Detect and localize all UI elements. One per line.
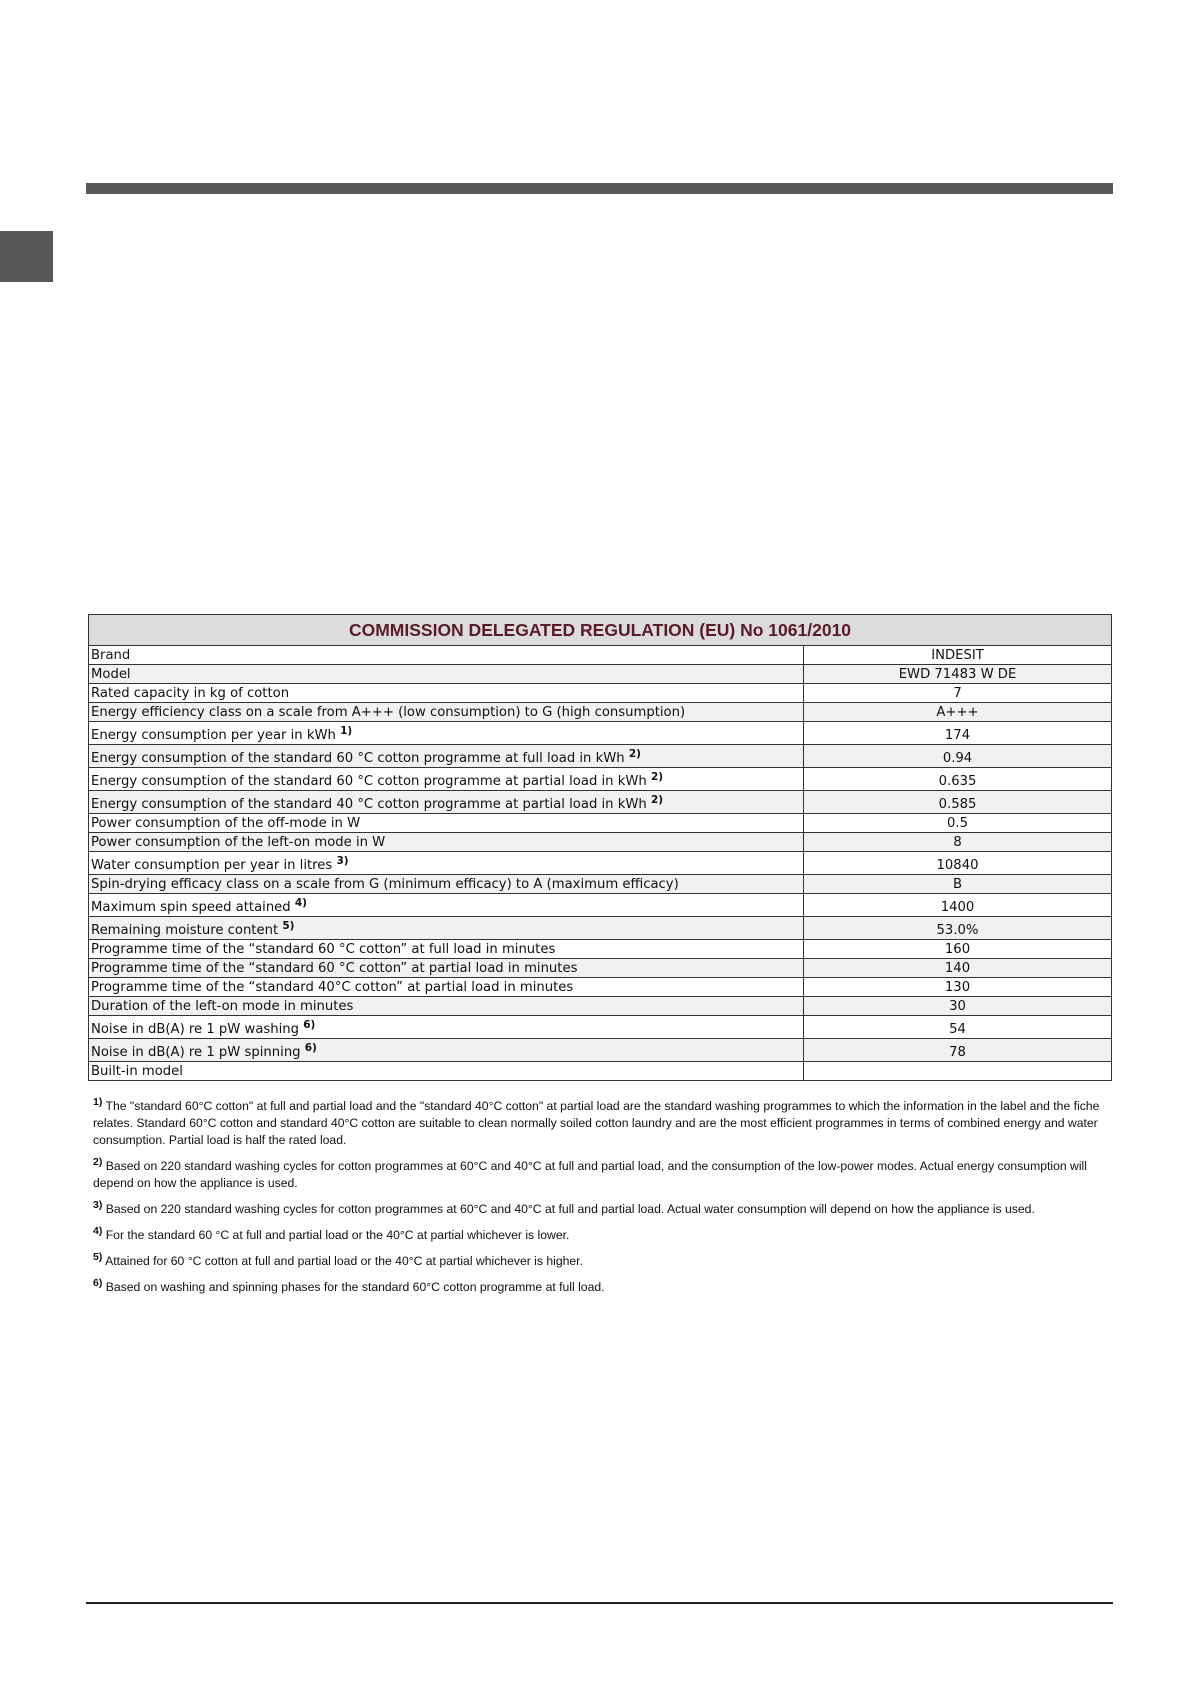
- row-label-text: Energy consumption of the standard 60 °C cotton programme at full load in kWh: [91, 751, 625, 766]
- row-label: [89, 997, 804, 1016]
- footnote-marker: 3): [93, 1199, 103, 1211]
- table-row: [89, 791, 1112, 814]
- table-row: [89, 875, 1112, 894]
- table-row: [89, 917, 1112, 940]
- row-label-text: Model: [91, 667, 131, 682]
- row-value: 0.585: [804, 791, 1112, 814]
- footnote-text: Based on 220 standard washing cycles for cotton programmes at 60°C and 40°C at full and partial load, and the consumption of the low-power modes. Actual energy consumption will depend on how the appliance is used.: [93, 1159, 1087, 1190]
- footnote-marker: 2): [93, 1156, 103, 1168]
- row-label: [89, 768, 804, 791]
- row-label: [89, 646, 804, 665]
- table-row: [89, 997, 1112, 1016]
- table-row: [89, 703, 1112, 722]
- table-row: [89, 940, 1112, 959]
- footnote-text: Based on washing and spinning phases for the standard 60°C cotton programme at full load.: [105, 1280, 605, 1294]
- table-row: [89, 852, 1112, 875]
- row-label: [89, 852, 804, 875]
- footnote-marker: 1): [93, 1096, 103, 1108]
- table-row: [89, 1016, 1112, 1039]
- footnote-text: Based on 220 standard washing cycles for cotton programmes at 60°C and 40°C at full and partial load. Actual water consumption will depend on how the appliance is used.: [105, 1202, 1035, 1216]
- row-value: 7: [804, 684, 1112, 703]
- row-label-text: Noise in dB(A) re 1 pW washing: [91, 1022, 300, 1037]
- side-tab-marker: [0, 231, 53, 282]
- table-row: [89, 646, 1112, 665]
- table-row: [89, 722, 1112, 745]
- row-label: [89, 791, 804, 814]
- footnote-ref: 2): [650, 771, 664, 783]
- row-value: 0.635: [804, 768, 1112, 791]
- table-row: [89, 833, 1112, 852]
- footnote-ref: 6): [303, 1019, 316, 1031]
- table-row: [89, 1062, 1112, 1081]
- row-label-text: Energy efficiency class on a scale from A+++ (low consumption) to G (high consumption): [91, 705, 686, 720]
- row-label-text: Rated capacity in kg of cotton: [91, 686, 290, 701]
- row-value: 54: [804, 1016, 1112, 1039]
- footnote-ref: 1): [340, 725, 353, 737]
- row-label: [89, 978, 804, 997]
- row-label-text: Energy consumption of the standard 60 °C cotton programme at partial load in kWh: [91, 774, 647, 789]
- footnote-text: Attained for 60 °C cotton at full and partial load or the 40°C at partial whichever is higher.: [105, 1254, 583, 1268]
- row-label: [89, 875, 804, 894]
- row-label-text: Energy consumption of the standard 40 °C cotton programme at partial load in kWh: [91, 797, 647, 812]
- footnote-text: For the standard 60 °C at full and partial load or the 40°C at partial whichever is lower.: [105, 1228, 570, 1242]
- row-value: 78: [804, 1039, 1112, 1062]
- footnote-ref: 6): [304, 1042, 317, 1054]
- footnote-ref: 2): [628, 748, 641, 760]
- row-label: [89, 1062, 804, 1081]
- bottom-rule: [86, 1602, 1113, 1604]
- row-label-text: Built-in model: [91, 1064, 183, 1079]
- row-label-text: Programme time of the “standard 60 °C cotton” at full load in minutes: [91, 942, 556, 957]
- footnote: [93, 1253, 1113, 1270]
- footnote-marker: 5): [93, 1251, 103, 1263]
- footnote-ref: 2): [650, 794, 664, 806]
- row-label-text: Programme time of the “standard 40°C cotton” at partial load in minutes: [91, 980, 574, 995]
- row-value: 0.94: [804, 745, 1112, 768]
- footnote-text: The "standard 60°C cotton" at full and partial load and the "standard 40°C cotton" at partial load are the standard washing programmes to which the information in the label and the fiche relates. Standard 60°C cotton and standard 40°C cotton are suitable to clean normally soiled cotton laundry and are the most efficient programmes in terms of combined energy and water consumption. Partial load is half the rated load.: [93, 1099, 1100, 1147]
- row-value: 174: [804, 722, 1112, 745]
- footnote: [93, 1279, 1113, 1296]
- row-label: [89, 940, 804, 959]
- footnote: [93, 1158, 1113, 1192]
- row-label-text: Duration of the left-on mode in minutes: [91, 999, 354, 1014]
- table-row: [89, 745, 1112, 768]
- table-row: [89, 768, 1112, 791]
- row-value: 1400: [804, 894, 1112, 917]
- row-label: [89, 833, 804, 852]
- row-label: [89, 959, 804, 978]
- row-value: 30: [804, 997, 1112, 1016]
- footnote-marker: 6): [93, 1277, 103, 1289]
- row-label: [89, 1016, 804, 1039]
- table-row: [89, 1039, 1112, 1062]
- row-value: 140: [804, 959, 1112, 978]
- footnote: [93, 1098, 1113, 1149]
- row-value: EWD 71483 W DE: [804, 665, 1112, 684]
- row-label-text: Water consumption per year in litres: [91, 858, 333, 873]
- row-label-text: Energy consumption per year in kWh: [91, 728, 336, 743]
- row-label: [89, 665, 804, 684]
- table-row: [89, 894, 1112, 917]
- row-label-text: Spin-drying efficacy class on a scale from G (minimum efficacy) to A (maximum efficacy): [91, 877, 679, 892]
- row-value: 0.5: [804, 814, 1112, 833]
- row-value: INDESIT: [804, 646, 1112, 665]
- row-value: 10840: [804, 852, 1112, 875]
- table-row: [89, 978, 1112, 997]
- table-title: COMMISSION DELEGATED REGULATION (EU) No 1061/2010: [89, 615, 1112, 646]
- footnote-ref: 4): [294, 897, 307, 909]
- row-label-text: Brand: [91, 648, 131, 663]
- row-label-text: Remaining moisture content: [91, 923, 279, 938]
- row-value: A+++: [804, 703, 1112, 722]
- table-body: [89, 646, 1112, 1081]
- table-row: [89, 814, 1112, 833]
- row-value: B: [804, 875, 1112, 894]
- row-value: 53.0%: [804, 917, 1112, 940]
- table-row: [89, 959, 1112, 978]
- row-label-text: Maximum spin speed attained: [91, 900, 291, 915]
- row-label-text: Programme time of the “standard 60 °C cotton” at partial load in minutes: [91, 961, 578, 976]
- row-label: [89, 917, 804, 940]
- footnote-marker: 4): [93, 1225, 103, 1237]
- row-label: [89, 1039, 804, 1062]
- row-label: [89, 745, 804, 768]
- footnote-ref: 3): [336, 855, 349, 867]
- row-value: 160: [804, 940, 1112, 959]
- footnote: [93, 1201, 1113, 1218]
- footnotes: [93, 1098, 1113, 1305]
- row-label-text: Noise in dB(A) re 1 pW spinning: [91, 1045, 301, 1060]
- row-value: 130: [804, 978, 1112, 997]
- table-row: [89, 665, 1112, 684]
- footnote: [93, 1227, 1113, 1244]
- row-value: [804, 1062, 1112, 1081]
- row-label-text: Power consumption of the off-mode in W: [91, 816, 361, 831]
- row-value: 8: [804, 833, 1112, 852]
- header-bar: [86, 183, 1113, 194]
- row-label: [89, 894, 804, 917]
- row-label: [89, 722, 804, 745]
- row-label: [89, 814, 804, 833]
- row-label-text: Power consumption of the left-on mode in W: [91, 835, 386, 850]
- footnote-ref: 5): [282, 920, 295, 932]
- row-label: [89, 684, 804, 703]
- regulation-table: [88, 614, 1112, 1081]
- row-label: [89, 703, 804, 722]
- table-row: [89, 684, 1112, 703]
